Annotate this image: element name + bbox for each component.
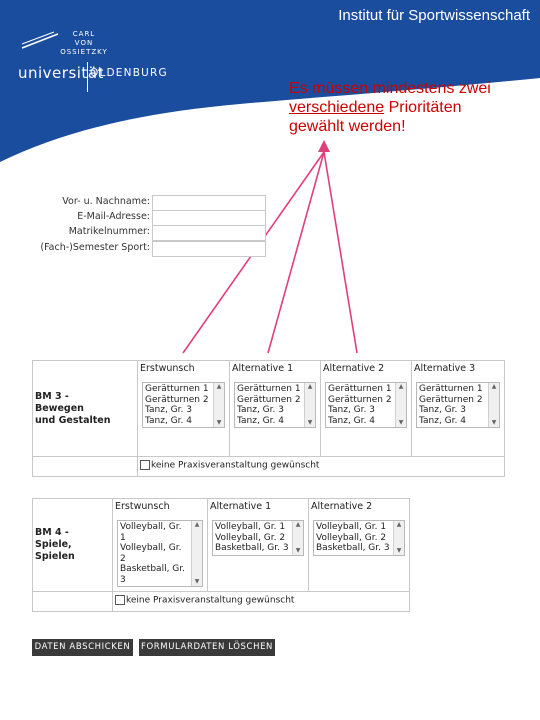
bm3-col-alt2 [321,361,412,457]
logo-line3: OSSIETZKY [60,48,108,56]
reset-button[interactable]: FORMULARDATEN LÖSCHEN [139,639,275,656]
bm3-table [32,360,505,477]
list-item[interactable]: Gerätturnen 2 [237,394,301,405]
bm3-label [33,361,138,457]
scroll-up-icon[interactable]: ▲ [194,521,200,528]
bm4-listbox-alt2[interactable] [313,520,405,556]
bm3-col-alt1 [230,361,321,457]
bm4-col-erstwunsch [113,499,208,592]
bm3-no-practice-checkbox[interactable] [140,460,150,470]
scroll-up-icon[interactable]: ▲ [491,383,497,390]
logo-line1: CARL [72,30,96,38]
scroll-up-icon[interactable]: ▲ [307,383,313,390]
logo-oldenburg: OLDENBURG [90,67,168,79]
list-item[interactable]: Gerätturnen 1 [328,384,392,394]
priority-callout [289,79,529,136]
scrollbar[interactable] [292,521,303,555]
list-item[interactable]: Volleyball, Gr. 1 [120,522,182,543]
bm3-col-alt3 [412,361,505,457]
bm4-no-practice-label: keine Praxisveranstaltung gewünscht [126,595,295,606]
list-item[interactable]: Volleyball, Gr. 1 [215,522,286,532]
list-item[interactable]: Gerätturnen 2 [419,394,483,405]
semester-field[interactable] [152,241,266,257]
matrikel-field[interactable] [152,225,266,241]
institute-title: Institut für Sportwissenschaft [338,7,530,24]
list-item[interactable]: Gerätturnen 1 [145,384,209,394]
scroll-down-icon[interactable]: ▼ [216,419,222,426]
scroll-down-icon[interactable]: ▼ [295,546,301,554]
list-item[interactable]: Volleyball, Gr. 2 [316,532,387,543]
email-field[interactable] [152,210,266,226]
list-item[interactable]: Basketball, Gr. 3 [215,543,289,553]
semester-label: (Fach-)Semester Sport: [40,242,150,253]
bm4-label-line3: Spielen [35,551,75,562]
list-item[interactable]: Tanz, Gr. 4 [145,415,192,426]
list-item[interactable]: Basketball, Gr. 3 [316,543,390,553]
bm4-header-0: Erstwunsch [115,501,170,512]
bm3-header-2: Alternative 2 [323,363,385,374]
scroll-down-icon[interactable]: ▼ [194,578,200,585]
submit-button[interactable]: DATEN ABSCHICKEN [32,639,133,656]
bm3-header-0: Erstwunsch [140,363,195,374]
scrollbar[interactable] [488,383,499,427]
bm4-label-line1: BM 4 - [35,527,69,538]
bm4-col-alt2 [309,499,410,592]
list-item[interactable]: Gerätturnen 2 [145,394,209,405]
bm3-listbox-alt2[interactable] [325,382,407,428]
scroll-down-icon[interactable]: ▼ [491,419,497,426]
list-item[interactable]: Tanz, Gr. 3 [328,405,375,415]
list-item[interactable]: Gerätturnen 2 [328,394,392,405]
arrow-line-2 [268,152,324,353]
list-item[interactable]: Tanz, Gr. 3 [419,405,466,415]
bm4-no-practice-row[interactable] [113,592,410,612]
list-item[interactable]: Basketball, Gr. 3 [120,564,185,585]
bm4-listbox-alt1[interactable] [212,520,304,556]
arrow-line-3 [324,152,357,353]
scrollbar[interactable] [304,383,315,427]
bm3-label-line1: BM 3 - [35,390,69,402]
scrollbar[interactable] [191,521,202,586]
bm4-header-2: Alternative 2 [311,501,373,512]
bm3-empty-cell [33,457,138,477]
logo-universitaet: universität [18,64,104,82]
scroll-up-icon[interactable]: ▲ [295,521,301,528]
scroll-down-icon[interactable]: ▼ [398,419,404,426]
bm3-header-1: Alternative 1 [232,363,294,374]
list-item[interactable]: Tanz, Gr. 4 [237,415,284,426]
name-label: Vor- u. Nachname: [62,196,150,207]
list-item[interactable]: Tanz, Gr. 3 [145,405,192,415]
scroll-up-icon[interactable]: ▲ [216,383,222,390]
bm3-no-practice-label: keine Praxisveranstaltung gewünscht [151,460,320,471]
list-item[interactable]: Tanz, Gr. 4 [328,415,375,426]
list-item[interactable]: Gerätturnen 1 [237,384,301,394]
matrikel-label: Matrikelnummer: [68,226,150,237]
bm3-label-line3: und Gestalten [35,414,111,426]
list-item[interactable]: Tanz, Gr. 4 [419,415,466,426]
scroll-up-icon[interactable]: ▲ [396,521,402,528]
scrollbar[interactable] [395,383,406,427]
scrollbar[interactable] [213,383,224,427]
bm4-no-practice-checkbox[interactable] [115,595,125,605]
list-item[interactable]: Volleyball, Gr. 2 [215,532,286,543]
bm4-listbox-erstwunsch[interactable] [117,520,203,587]
bm3-no-practice-row[interactable] [138,457,505,477]
list-item[interactable]: Volleyball, Gr. 2 [120,543,182,564]
bm3-listbox-erstwunsch[interactable] [142,382,225,428]
bm3-col-erstwunsch [138,361,230,457]
scroll-down-icon[interactable]: ▼ [396,546,402,554]
bm3-listbox-alt3[interactable] [416,382,500,428]
name-field[interactable] [152,195,266,211]
callout-underlined: verschiedene [289,99,385,116]
bm4-col-alt1 [208,499,309,592]
bm3-listbox-alt1[interactable] [234,382,316,428]
list-item[interactable]: Tanz, Gr. 3 [237,405,284,415]
callout-line1: Es müssen mindestens zwei [289,80,491,97]
list-item[interactable]: Gerätturnen 1 [419,384,483,394]
callout-line3: gewählt werden! [289,118,406,135]
bm4-label-line2: Spiele, [35,539,72,550]
callout-line2-rest: Prioritäten [384,99,462,116]
scroll-down-icon[interactable]: ▼ [307,419,313,426]
scrollbar[interactable] [393,521,404,555]
bm4-empty-cell [33,592,113,612]
bm4-label [33,499,113,592]
email-label: E-Mail-Adresse: [77,211,150,222]
logo-line2: VON [74,39,94,47]
bm4-header-1: Alternative 1 [210,501,272,512]
scroll-up-icon[interactable]: ▲ [398,383,404,390]
list-item[interactable]: Volleyball, Gr. 1 [316,522,387,532]
bm4-table [32,498,410,612]
bm3-label-line2: Bewegen [35,402,84,414]
bm3-header-3: Alternative 3 [414,363,476,374]
